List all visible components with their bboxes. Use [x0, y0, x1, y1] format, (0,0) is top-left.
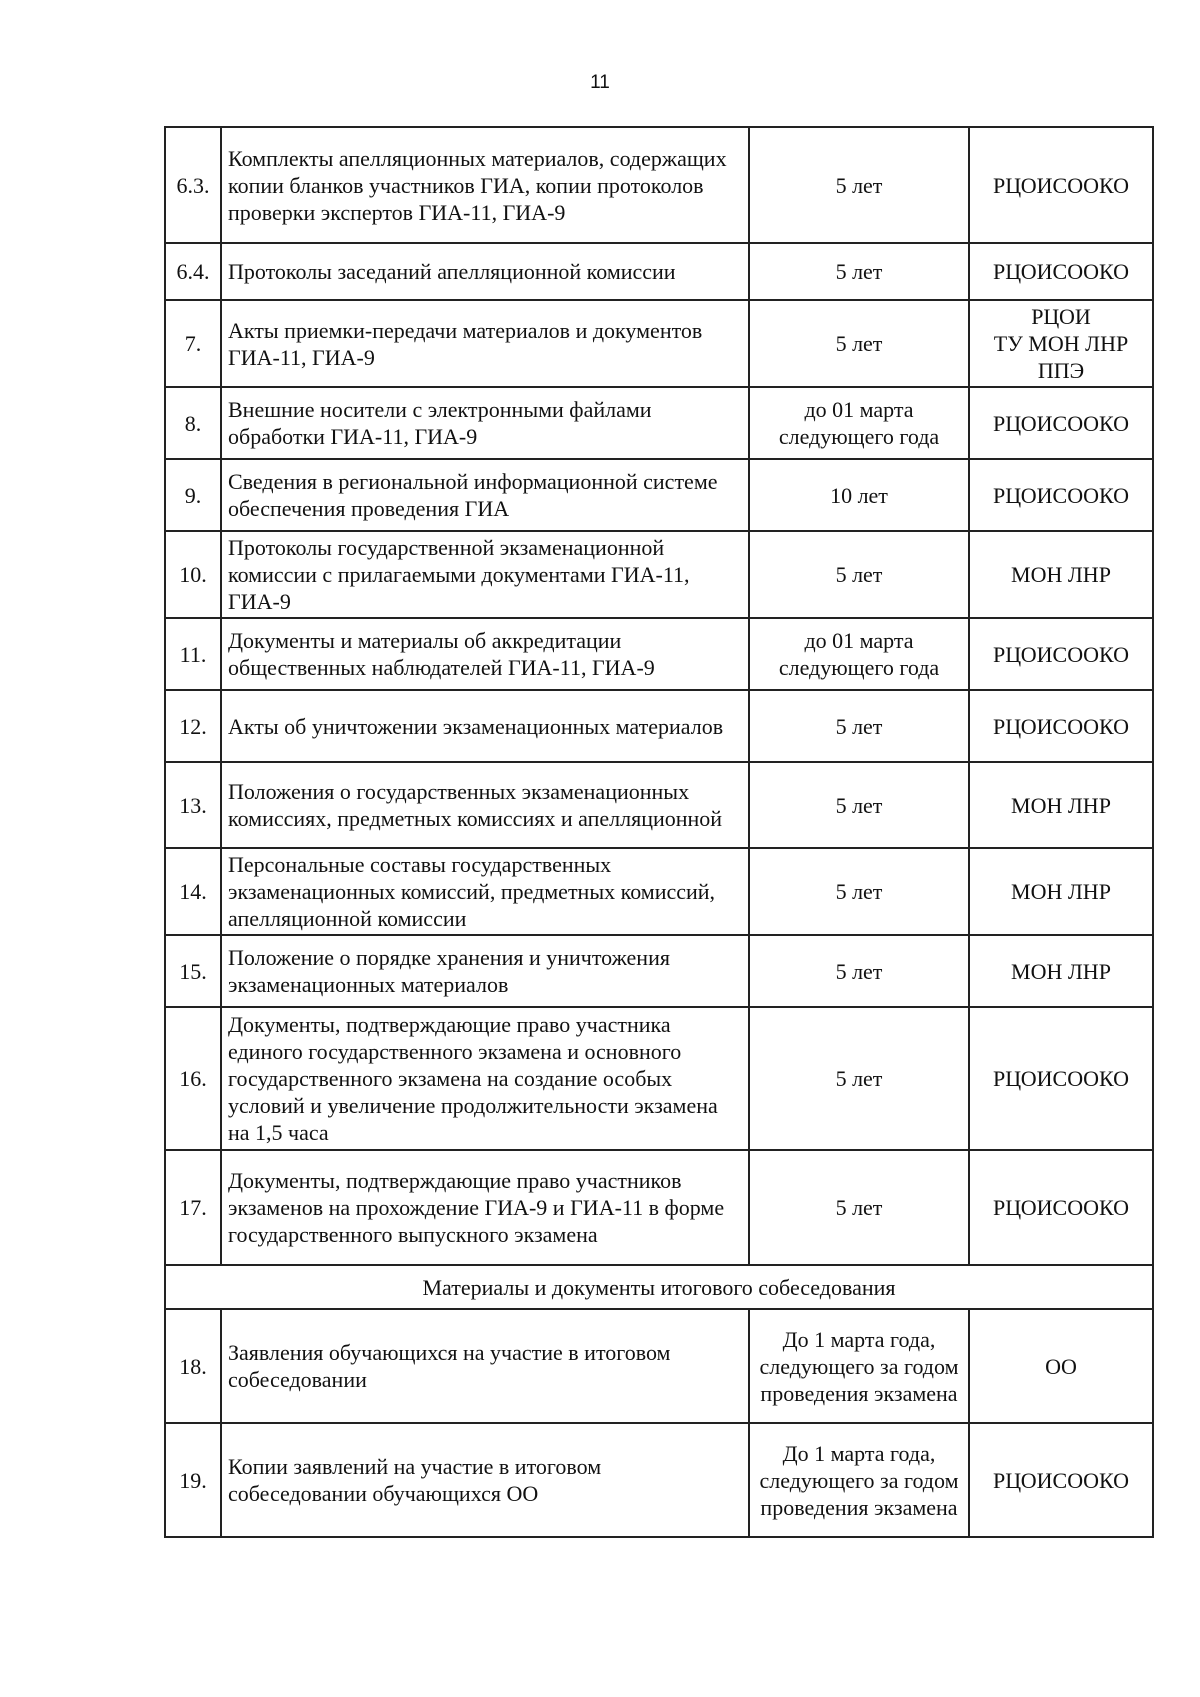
retention-term: 10 лет	[749, 459, 969, 531]
responsible-party: РЦОИСООКО	[969, 1423, 1153, 1537]
retention-term: до 01 марта следующего года	[749, 387, 969, 459]
responsible-party: МОН ЛНР	[969, 762, 1153, 848]
retention-term: До 1 марта года, следующего за годом проведения экзамена	[749, 1309, 969, 1423]
retention-term: 5 лет	[749, 127, 969, 243]
responsible-party: РЦОИСООКО	[969, 1007, 1153, 1150]
document-name: Документы, подтверждающие право участников экзаменов на прохождение ГИА-9 и ГИА-11 в форме государственного выпускного экзамена	[221, 1150, 749, 1265]
responsible-line: ППЭ	[1037, 358, 1085, 383]
retention-table	[164, 126, 1154, 1538]
table-row	[165, 1150, 1153, 1265]
row-number: 10.	[165, 531, 221, 618]
row-number: 15.	[165, 935, 221, 1007]
document-name: Акты об уничтожении экзаменационных материалов	[221, 690, 749, 762]
document-name: Внешние носители с электронными файлами обработки ГИА-11, ГИА-9	[221, 387, 749, 459]
document-name: Сведения в региональной информационной системе обеспечения проведения ГИА	[221, 459, 749, 531]
retention-term: до 01 марта следующего года	[749, 618, 969, 690]
retention-term: 5 лет	[749, 243, 969, 300]
document-name: Документы, подтверждающие право участника единого государственного экзамена и основного государственного экзамена на создание особых условий и увеличение продолжительности экзамена на 1,5 часа	[221, 1007, 749, 1150]
document-name: Акты приемки-передачи материалов и документов ГИА-11, ГИА-9	[221, 300, 749, 387]
row-number: 11.	[165, 618, 221, 690]
responsible-party: РЦОИСООКО	[969, 618, 1153, 690]
responsible-party: РЦОИСООКО	[969, 127, 1153, 243]
responsible-party: РЦОИСООКО	[969, 1150, 1153, 1265]
document-name: Персональные составы государственных экзаменационных комиссий, предметных комиссий, апелляционной комиссии	[221, 848, 749, 935]
table-row	[165, 1423, 1153, 1537]
responsible-party	[969, 300, 1153, 387]
responsible-party: МОН ЛНР	[969, 848, 1153, 935]
retention-term: 5 лет	[749, 690, 969, 762]
page-number: 11	[590, 72, 610, 93]
document-name: Копии заявлений на участие в итоговом собеседовании обучающихся ОО	[221, 1423, 749, 1537]
table-row	[165, 1007, 1153, 1150]
document-name: Документы и материалы об аккредитации общественных наблюдателей ГИА-11, ГИА-9	[221, 618, 749, 690]
table-row	[165, 1309, 1153, 1423]
table-row	[165, 935, 1153, 1007]
responsible-party: РЦОИСООКО	[969, 387, 1153, 459]
table-row	[165, 762, 1153, 848]
retention-term: 5 лет	[749, 531, 969, 618]
responsible-line: РЦОИ	[1031, 304, 1091, 329]
responsible-party: МОН ЛНР	[969, 531, 1153, 618]
retention-term: 5 лет	[749, 1150, 969, 1265]
responsible-party: ОО	[969, 1309, 1153, 1423]
row-number: 17.	[165, 1150, 221, 1265]
row-number: 12.	[165, 690, 221, 762]
retention-term: 5 лет	[749, 300, 969, 387]
retention-term: 5 лет	[749, 848, 969, 935]
row-number: 18.	[165, 1309, 221, 1423]
section-title: Материалы и документы итогового собеседования	[165, 1265, 1153, 1309]
responsible-party: РЦОИСООКО	[969, 459, 1153, 531]
document-name: Положение о порядке хранения и уничтожения экзаменационных материалов	[221, 935, 749, 1007]
row-number: 8.	[165, 387, 221, 459]
retention-term: 5 лет	[749, 935, 969, 1007]
table-row	[165, 690, 1153, 762]
responsible-party: РЦОИСООКО	[969, 243, 1153, 300]
responsible-party: РЦОИСООКО	[969, 690, 1153, 762]
row-number: 7.	[165, 300, 221, 387]
row-number: 9.	[165, 459, 221, 531]
row-number: 13.	[165, 762, 221, 848]
row-number: 16.	[165, 1007, 221, 1150]
document-name: Заявления обучающихся на участие в итоговом собеседовании	[221, 1309, 749, 1423]
document-name: Протоколы заседаний апелляционной комиссии	[221, 243, 749, 300]
retention-term: 5 лет	[749, 762, 969, 848]
document-name: Положения о государственных экзаменационных комиссиях, предметных комиссиях и апелляционной	[221, 762, 749, 848]
table-row	[165, 531, 1153, 618]
retention-term: До 1 марта года, следующего за годом проведения экзамена	[749, 1423, 969, 1537]
table-row	[165, 848, 1153, 935]
retention-term: 5 лет	[749, 1007, 969, 1150]
table-row	[165, 459, 1153, 531]
row-number: 6.4.	[165, 243, 221, 300]
document-name: Протоколы государственной экзаменационной комиссии с прилагаемыми документами ГИА-11, ГИА-9	[221, 531, 749, 618]
table-row	[165, 300, 1153, 387]
table-row	[165, 618, 1153, 690]
row-number: 19.	[165, 1423, 221, 1537]
responsible-line: ТУ МОН ЛНР	[993, 331, 1129, 356]
row-number: 6.3.	[165, 127, 221, 243]
table-row	[165, 127, 1153, 243]
document-name: Комплекты апелляционных материалов, содержащих копии бланков участников ГИА, копии протоколов проверки экспертов ГИА-11, ГИА-9	[221, 127, 749, 243]
table-row	[165, 243, 1153, 300]
row-number: 14.	[165, 848, 221, 935]
responsible-party: МОН ЛНР	[969, 935, 1153, 1007]
section-header-row	[165, 1265, 1153, 1309]
table-row	[165, 387, 1153, 459]
